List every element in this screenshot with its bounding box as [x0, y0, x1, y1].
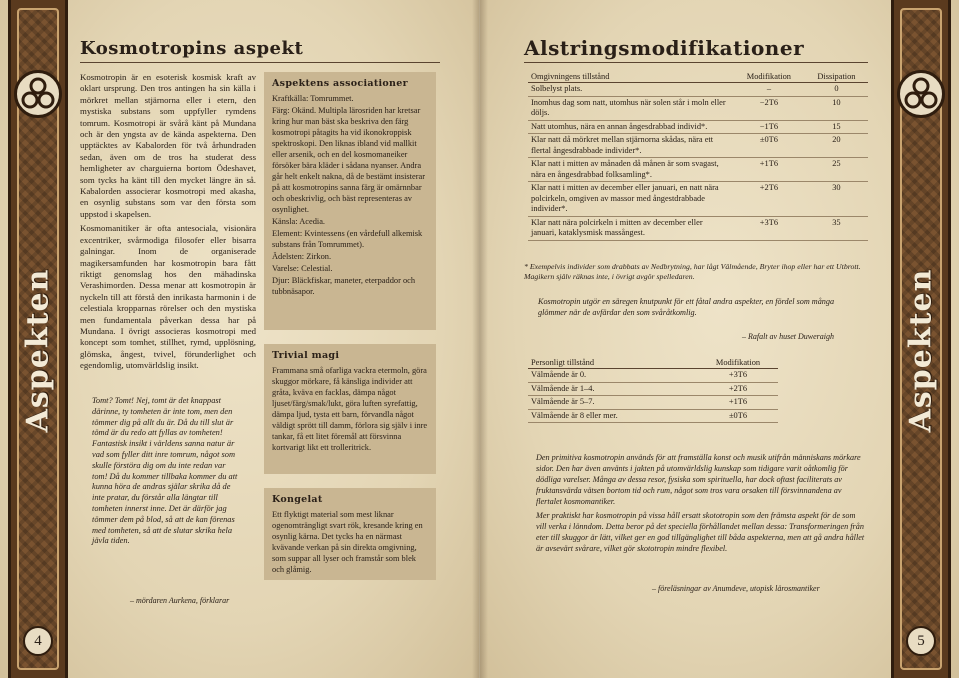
table-footnote: * Exempelvis individer som drabbats av Nedbrytning, har lågt Välmående, Bryter ihop eller har ett Utbrott. Magikern själv räknas inte, i övrigt avgör spelledaren. — [524, 262, 861, 281]
table-row — [528, 182, 868, 217]
box-title: Kongelat — [272, 494, 323, 505]
paragraph: Kosmotropin är en esoterisk kosmisk kraft av oklart ursprung. Den tros antingen ha sin källa i mörkret mellan stjärnorna eller i etern, den mystiska substans som uppfyller rymdens tomrum. Kosmotropi är svårå känt på Mundana och är den yngsta av de kända aspekterna. Den upptäcktes av Kabalorden för två århundraden sedan, även om de tros ha studerat dess hemligheter av charguierna bortom Ödeshavet, som tycks ha känt till den mycket längre än så. Kabalorden associerar kosmotropi med akasha, en osynlig substans som var den första som uppstod i skapelsen. — [80, 72, 256, 219]
cell: 10 — [805, 96, 868, 120]
celtic-knot-icon — [14, 70, 62, 118]
personal-table — [528, 358, 778, 423]
cell: – — [733, 83, 805, 97]
page-title: Kosmotropins aspekt — [80, 38, 304, 59]
header-cell: Dissipation — [805, 72, 868, 83]
quote-signature: – mördaren Aurkena, förklarar — [130, 596, 230, 605]
cell: +1T6 — [698, 396, 778, 410]
box-text: Frammana små ofarliga vackra etermoln, göra skuggor mörkare, få känsliga individer att gråta, kväva en facklas, dämpa något ljuset/färg/smak/lukt, göra luften syrefattig, dämpa ljud, tysta ett barn, förvandla något väldigt sprött till damm, förlora sig själv i inre tankar, få ett litet föremål att försvinna kortvarigt likt ett trolleritrick. — [272, 366, 428, 452]
assoc-line: Varelse: Celestial. — [272, 264, 333, 273]
cell: ±0T6 — [733, 134, 805, 158]
cell: Välmående är 5–7. — [528, 396, 698, 410]
table-row — [528, 369, 778, 383]
cell: 30 — [805, 182, 868, 217]
table-row — [528, 158, 868, 182]
celtic-knot-icon — [897, 70, 945, 118]
cell: ±0T6 — [698, 409, 778, 423]
table-row — [528, 120, 868, 134]
cell: +2T6 — [698, 382, 778, 396]
paragraph: Mer praktiskt har kosmotropin på vissa håll ersatt skototropin som den främsta aspekt för de som vill verka i lönndom. Detta beror på det speciella förhållandet mellan dessa: Transformeringen från eter till skuggor är lätt, vilket ger en god tillgänglighet till båda aspekterna, men att gå andra hållet är avsevärt svårare, vilket gör skototropin mindre flexibel. — [536, 511, 865, 553]
quote-block-2 — [536, 452, 866, 554]
page-number: 4 — [23, 626, 53, 656]
quote-signature: – föreläsningar av Anumdeve, utopisk lärosmantiker — [652, 584, 820, 593]
header-cell: Personligt tillstånd — [528, 358, 698, 369]
environment-table — [528, 72, 868, 241]
table-header-row — [528, 358, 778, 369]
quote-block: Tomt? Tomt! Nej, tomt är det knappast därinne, ty tomheten är inte tom, men den tömmer dig på allt du är. Då du till slut är tömd är du redo att fyllas av tomheten! Fantastisk insikt i världens sanna natur är vad som fyller ditt inre tomrum, något som skulle förstöra dig om du inte redan var tom! Då du kommer tillbaka kommer du att kunna höra de andras själar skrika då de inte pratar, du förstår alla längtar till tomheten innerst inne. Det är därför jag tömmer dem på blod, så att de kan förenas med tomheten, så att de slutar skrika hela jävla tiden. — [92, 396, 238, 546]
cell: Solbelyst plats. — [528, 83, 733, 97]
table-row — [528, 396, 778, 410]
cell: Inomhus dag som natt, utomhus när solen står i moln eller döljs. — [528, 96, 733, 120]
assoc-line: Djur: Bläckfiskar, maneter, eterpaddor och tubbnäsapor. — [272, 276, 416, 296]
paragraph: Kosmomanitiker är ofta antesociala, visionära excentriker, svårmodiga filosofer eller bisarra galningar. Inom de organiserade magikersamfunden har kosmotropin bara fått riktigt genomslag hos den mähadinska Verashimorden. Dessa menar att kosmotropin är nyckeln till att förstå den inrikasta harmonin i de celestiala kropparnas rörelser och den mystiska men fundamentala påverkan dessa har på Mundana. I övrigt associeras kosmotropi med koncept som tomhet, stillhet, rymd, upplösning, glömska, ångest, tvivel, förunderlighet och egendomlig, utomvärldslig insikt. — [80, 223, 256, 371]
header-cell: Omgivningens tillstånd — [528, 72, 733, 83]
cell: Klar natt nära polcirkeln i mitten av december eller januari, kataklysmisk massångest. — [528, 216, 733, 240]
assoc-line: Kraftkälla: Tomrummet. — [272, 94, 354, 103]
cell: Välmående är 1–4. — [528, 382, 698, 396]
header-cell: Modifikation — [698, 358, 778, 369]
cell: Välmående är 0. — [528, 369, 698, 383]
quote-block: Kosmotropin utgör en säregen knutpunkt för ett fåtal andra aspekter, en fördel som många glömmer när de avfärdar den som svåråtkomlig. — [538, 297, 835, 317]
assoc-line: Element: Kvintessens (en vårdefull alkemisk substans från Tomrummet). — [272, 229, 423, 249]
cell: −1T6 — [733, 120, 805, 134]
cell: 0 — [805, 83, 868, 97]
table-header-row — [528, 72, 868, 83]
cell: +2T6 — [733, 182, 805, 217]
header-cell: Modifikation — [733, 72, 805, 83]
assoc-line: Färg: Okänd. Multipla lärosriden har kretsar kring hur man bäst ska beskriva den färg kosmotropi påtagits ha vid ikonokroppisk spektroskopi. Den liknas ibland vid mallkit eller arsenik, och en del kosmomaneiker försöker bära kläder i sådana nyanser. Andra går helt enkelt nakna, då de bestämt insisterar på att kosmotropins sanna färg är omärnnbar och obeskrivlig, och bäst representeras av osynlighet. — [272, 106, 426, 214]
table-row — [528, 216, 868, 240]
left-decorative-band — [8, 0, 68, 678]
right-page — [480, 0, 959, 678]
page-number: 5 — [906, 626, 936, 656]
box-text: Ett flyktigt material som mest liknar ogenomträngligt svart rök, kresande kring en osynlig kärna. Det tycks ha en närmast kvävande verkan på sin direkta omgivning, som suppar all lyser och framstår som blek och glåmig. — [272, 510, 423, 574]
cell: 25 — [805, 158, 868, 182]
side-label: Aspekten — [903, 268, 939, 432]
cell: 20 — [805, 134, 868, 158]
table-row — [528, 83, 868, 97]
associations-box — [264, 72, 436, 330]
assoc-line: Känsla: Acedia. — [272, 217, 326, 226]
trivial-magic-box — [264, 344, 436, 474]
book-gutter — [472, 0, 488, 678]
cell: Klar natt i mitten av december eller januari, en natt nära polcirkeln, omgiven av massor med ångestdrabbade individer*. — [528, 182, 733, 217]
cell: Klar natt i mitten av månaden då månen är som svagast, nära en ångesdrabbad folksamling*. — [528, 158, 733, 182]
side-label: Aspekten — [20, 268, 56, 432]
cell: +1T6 — [733, 158, 805, 182]
title-rule — [80, 62, 440, 63]
cell: Natt utomhus, nära en annan ångesdrabbad individ*. — [528, 120, 733, 134]
cell: +3T6 — [698, 369, 778, 383]
table-row — [528, 96, 868, 120]
assoc-line: Ädelsten: Zirkon. — [272, 252, 332, 261]
quote-signature: – Rafalt av huset Duweraigh — [742, 332, 834, 341]
intro-text — [80, 72, 256, 375]
table-row — [528, 134, 868, 158]
right-decorative-band — [891, 0, 951, 678]
cell: −2T6 — [733, 96, 805, 120]
cell: Klar natt då mörkret mellan stjärnorna skådas, nära ett flertal ångesdrabbade individer*. — [528, 134, 733, 158]
kongelat-box — [264, 488, 436, 580]
title-rule — [524, 62, 868, 63]
paragraph: Den primitiva kosmotropin används för att framställa konst och musik utifrån människans mörkare sidor. Den har även använts i jakten på utomvärldslig kunskap som tidigare varit oåtkomlig för dödliga varelser. Många av dessa resor, fysiska som spirituella, har dock oftast faciliterats av fruktansvärda vätsen bortom tid och rum, något som tros vara orsaken till försvinnandena av flertalet kosmomantiker. — [536, 453, 861, 506]
table-row — [528, 409, 778, 423]
box-title: Aspektens associationer — [272, 78, 408, 89]
cell: 15 — [805, 120, 868, 134]
cell: Välmående är 8 eller mer. — [528, 409, 698, 423]
table-row — [528, 382, 778, 396]
left-page — [0, 0, 479, 678]
cell: 35 — [805, 216, 868, 240]
box-title: Trivial magi — [272, 350, 340, 361]
cell: +3T6 — [733, 216, 805, 240]
page-title: Alstringsmodifikationer — [524, 36, 805, 60]
